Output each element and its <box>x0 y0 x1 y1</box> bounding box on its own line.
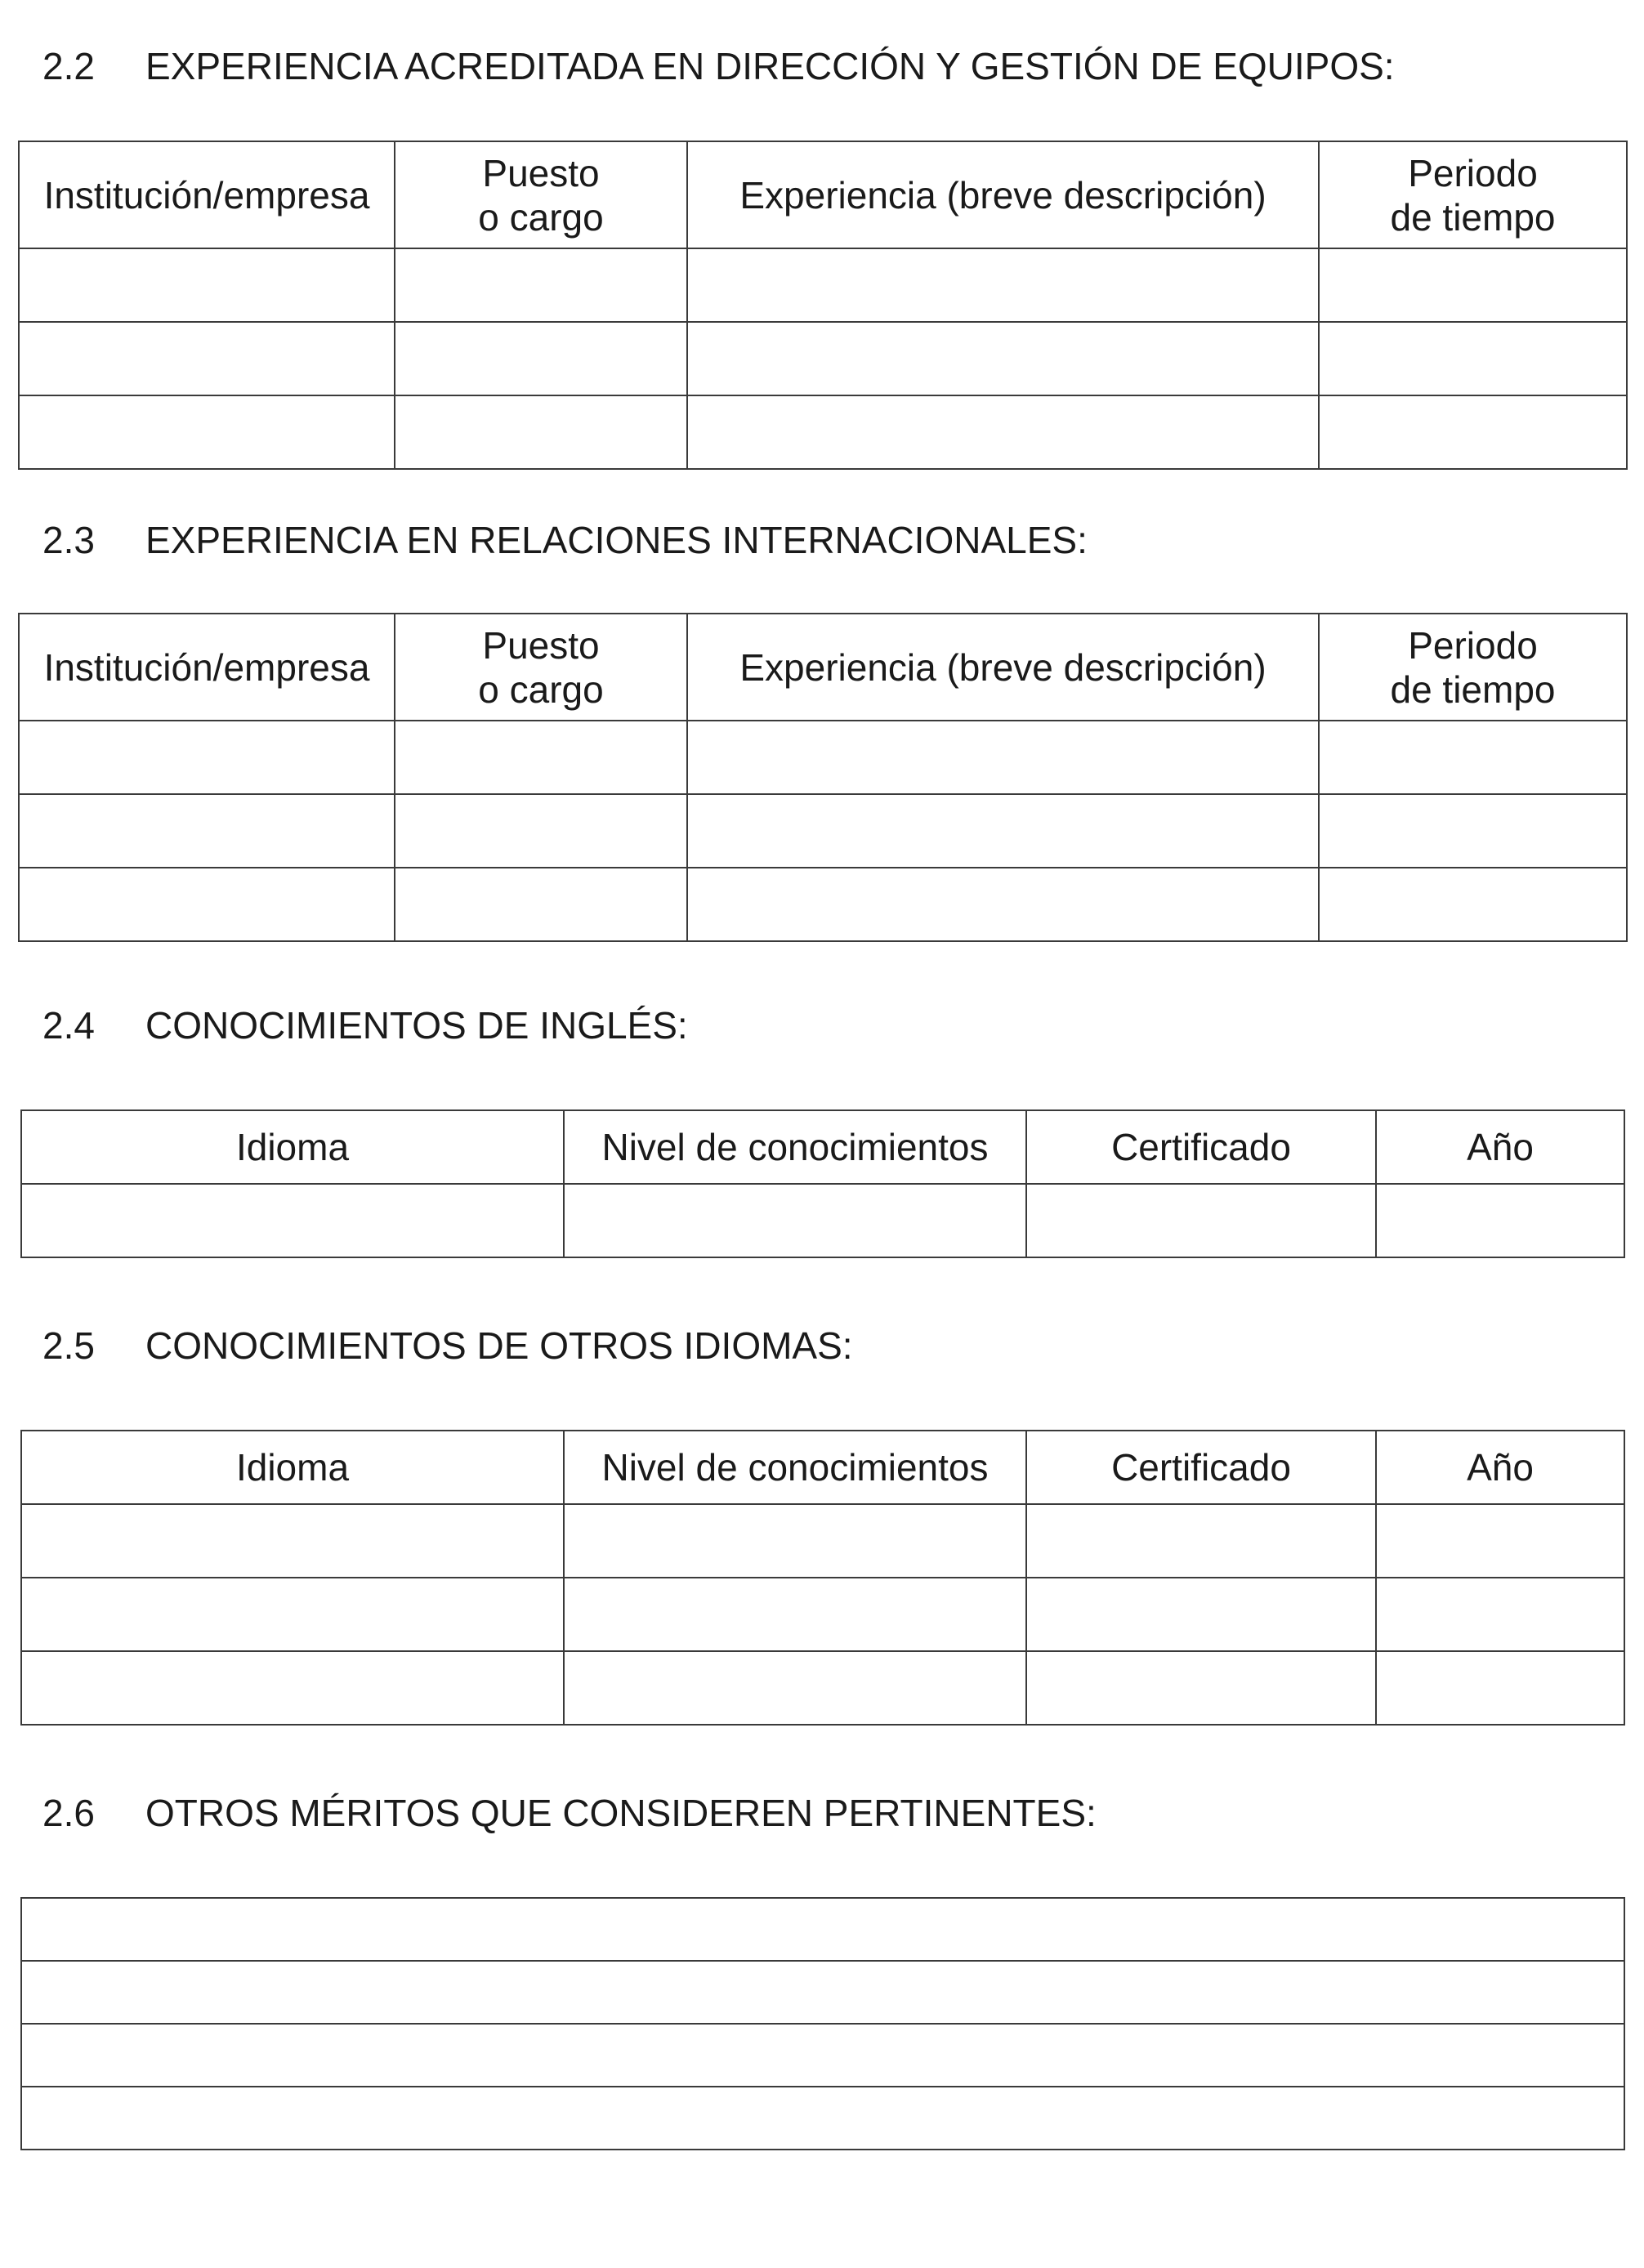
table-row <box>19 322 1627 395</box>
column-header-language: Idioma <box>21 1110 564 1184</box>
column-header-certificate: Certificado <box>1026 1110 1376 1184</box>
year-cell[interactable] <box>1376 1578 1624 1651</box>
table-row <box>21 2024 1624 2087</box>
experience-cell[interactable] <box>687 721 1319 794</box>
section-title: OTROS MÉRITOS QUE CONSIDEREN PERTINENTES: <box>145 1792 1097 1834</box>
period-cell[interactable] <box>1319 794 1627 868</box>
table-row <box>21 1578 1624 1651</box>
column-header-experience: Experiencia (breve descripción) <box>687 141 1319 248</box>
column-header-experience: Experiencia (breve descripción) <box>687 614 1319 721</box>
year-cell[interactable] <box>1376 1504 1624 1578</box>
year-cell[interactable] <box>1376 1651 1624 1725</box>
institution-cell[interactable] <box>19 248 395 322</box>
section-number: 2.3 <box>42 519 95 561</box>
level-cell[interactable] <box>564 1578 1026 1651</box>
experience-cell[interactable] <box>687 868 1319 941</box>
column-header-year: Año <box>1376 1431 1624 1504</box>
column-header-position: Puesto o cargo <box>395 141 687 248</box>
table-row <box>19 395 1627 469</box>
certificate-cell[interactable] <box>1026 1504 1376 1578</box>
other-languages-table <box>20 1430 1625 1726</box>
section-number: 2.4 <box>42 1004 95 1047</box>
table-header-row <box>19 141 1627 248</box>
column-header-period: Periodo de tiempo <box>1319 141 1627 248</box>
column-header-level: Nivel de conocimientos <box>564 1431 1026 1504</box>
experience-cell[interactable] <box>687 794 1319 868</box>
table-row <box>19 248 1627 322</box>
certificate-cell[interactable] <box>1026 1184 1376 1257</box>
position-cell[interactable] <box>395 322 687 395</box>
table-header-row <box>21 1110 1624 1184</box>
position-cell[interactable] <box>395 395 687 469</box>
experience-cell[interactable] <box>687 322 1319 395</box>
table-header-row <box>21 1431 1624 1504</box>
period-cell[interactable] <box>1319 868 1627 941</box>
international-relations-table <box>18 613 1628 942</box>
certificate-cell[interactable] <box>1026 1651 1376 1725</box>
table-header-row <box>19 614 1627 721</box>
section-number: 2.6 <box>42 1792 95 1834</box>
level-cell[interactable] <box>564 1184 1026 1257</box>
column-header-period: Periodo de tiempo <box>1319 614 1627 721</box>
merit-line-cell[interactable] <box>21 1898 1624 1961</box>
institution-cell[interactable] <box>19 868 395 941</box>
column-header-institution: Institución/empresa <box>19 614 395 721</box>
table-row <box>21 1504 1624 1578</box>
position-cell[interactable] <box>395 868 687 941</box>
period-cell[interactable] <box>1319 395 1627 469</box>
position-cell[interactable] <box>395 794 687 868</box>
institution-cell[interactable] <box>19 322 395 395</box>
section-title: CONOCIMIENTOS DE INGLÉS: <box>145 1004 688 1047</box>
language-cell[interactable] <box>21 1651 564 1725</box>
table-row <box>21 2087 1624 2150</box>
period-cell[interactable] <box>1319 322 1627 395</box>
year-cell[interactable] <box>1376 1184 1624 1257</box>
management-experience-table <box>18 141 1628 470</box>
period-cell[interactable] <box>1319 248 1627 322</box>
column-header-language: Idioma <box>21 1431 564 1504</box>
period-cell[interactable] <box>1319 721 1627 794</box>
language-cell[interactable] <box>21 1184 564 1257</box>
table-row <box>19 794 1627 868</box>
certificate-cell[interactable] <box>1026 1578 1376 1651</box>
experience-cell[interactable] <box>687 248 1319 322</box>
institution-cell[interactable] <box>19 395 395 469</box>
table-row <box>19 721 1627 794</box>
level-cell[interactable] <box>564 1504 1026 1578</box>
level-cell[interactable] <box>564 1651 1026 1725</box>
language-cell[interactable] <box>21 1504 564 1578</box>
column-header-year: Año <box>1376 1110 1624 1184</box>
institution-cell[interactable] <box>19 721 395 794</box>
position-cell[interactable] <box>395 248 687 322</box>
merit-line-cell[interactable] <box>21 2087 1624 2150</box>
column-header-level: Nivel de conocimientos <box>564 1110 1026 1184</box>
position-cell[interactable] <box>395 721 687 794</box>
merit-line-cell[interactable] <box>21 2024 1624 2087</box>
section-number: 2.5 <box>42 1324 95 1367</box>
other-merits-table <box>20 1897 1625 2150</box>
section-title: EXPERIENCIA EN RELACIONES INTERNACIONALES: <box>145 519 1088 561</box>
language-cell[interactable] <box>21 1578 564 1651</box>
table-row <box>19 868 1627 941</box>
table-row <box>21 1961 1624 2024</box>
section-title: CONOCIMIENTOS DE OTROS IDIOMAS: <box>145 1324 853 1367</box>
section-title: EXPERIENCIA ACREDITADA EN DIRECCIÓN Y GESTIÓN DE EQUIPOS: <box>145 45 1395 87</box>
experience-cell[interactable] <box>687 395 1319 469</box>
table-row <box>21 1184 1624 1257</box>
column-header-position: Puesto o cargo <box>395 614 687 721</box>
table-row <box>21 1651 1624 1725</box>
table-row <box>21 1898 1624 1961</box>
english-knowledge-table <box>20 1109 1625 1258</box>
institution-cell[interactable] <box>19 794 395 868</box>
merit-line-cell[interactable] <box>21 1961 1624 2024</box>
section-number: 2.2 <box>42 45 95 87</box>
column-header-institution: Institución/empresa <box>19 141 395 248</box>
column-header-certificate: Certificado <box>1026 1431 1376 1504</box>
